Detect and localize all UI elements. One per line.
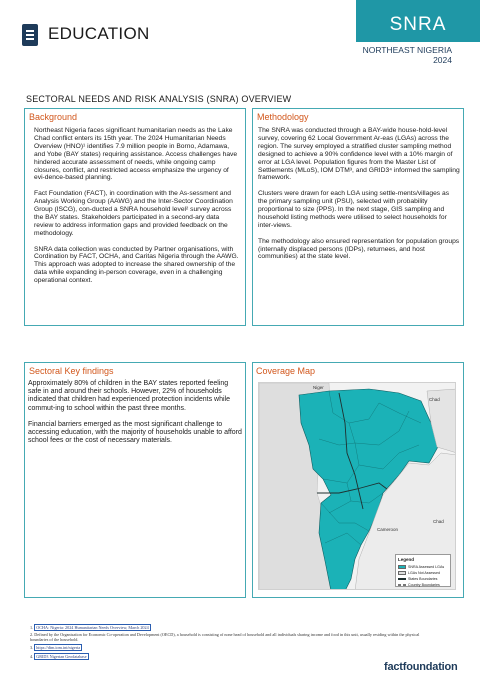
methodology-title: Methodology bbox=[257, 112, 309, 122]
background-paragraph: SNRA data collection was conducted by Partner organisations, with Cordination by FACT, OCHA, and Caritas Nigeria through the AAWG. This approach was adopted to increase the shared ownership of the data while expanding in-person coverage, even in a challenging operational context. bbox=[34, 245, 239, 285]
methodology-paragraph: Clusters were drawn for each LGA using settle-ments/villages as the primary sampling unit (PSU), selected with probability proportional to size (PPS). In the next stage, GIS sampling and household listing methods were utilised to select households for inter-views. bbox=[258, 190, 450, 229]
footnote: 4. GRID3 Nigerian Geodatabase bbox=[30, 653, 87, 659]
footnote-link[interactable]: https://dtm.iom.int/nigeria bbox=[36, 645, 81, 651]
sector-title: EDUCATION bbox=[48, 24, 150, 43]
map-legend bbox=[395, 554, 451, 587]
footnote-link[interactable]: OCHA: Nigeria: 2024 Humanitarian Needs Overview, March 2024 bbox=[36, 625, 149, 630]
legend-item: Country Boundaries bbox=[398, 582, 448, 588]
key-findings-text bbox=[28, 380, 242, 454]
footnote: 2. Defined by the Organisation for Economic Co-operation and Development (OECD), a household is consisting of none head of household and all individuals sharing income and food in this unit, usually residing within the physical boundaries of the household. bbox=[30, 632, 420, 643]
region-label bbox=[363, 45, 452, 65]
methodology-text bbox=[258, 127, 460, 269]
background-paragraph: Northeast Nigeria faces significant humanitarian needs as the Lake Chad conflict enters its 15th year. The 2024 Humanitarian Needs Overview (HNO)¹ identifies 7.9 million people in Borno, Adamawa, and Yobe (BAY states) requiring assistance. Access challenges have hindered accurate assessment of needs, while ongoing camp closures, conflict, and restricted access emphasize the urgency of evi-dence-based planning. bbox=[34, 127, 238, 182]
footnote: 1. OCHA: Nigeria: 2024 Humanitarian Needs Overview, March 2024 bbox=[30, 625, 149, 630]
methodology-paragraph: The SNRA was conducted through a BAY-wide house-hold-level survey, covering 62 Local Government Ar-eas (LGAs) across the region. The survey employed a stratified cluster sampling method designed to achieve a 90% confidence level with a 10% margin of error at LGA level. Population figures from the Master List of Settlements (MLoS), IOM DTM³, and GRID3⁴ informed the sampling framework. bbox=[258, 127, 460, 182]
page-header bbox=[0, 0, 480, 72]
footnotes bbox=[30, 624, 420, 661]
region-name: NORTHEAST NIGERIA bbox=[362, 45, 452, 55]
background-paragraph: Fact Foundation (FACT), in coordination with the As-sessment and Analysis Working Group (AAWG) and the Inter-Sector Coordination Group (ISCG), con-ducted a SNRA household level² survey across the BAY states. Stakeholders participated in a second-ary data review to address information gaps and provided feedback on the methodology. bbox=[34, 190, 233, 237]
coverage-map-title: Coverage Map bbox=[256, 366, 316, 376]
map-label-cameroon: Cameroon bbox=[377, 527, 399, 532]
key-findings-paragraph: Approximately 80% of children in the BAY states reported feeling safe in and around their schools. However, 22% of households indicated that children had experienced protection incidents while commut-ing to school within the past three months. bbox=[28, 380, 230, 412]
snra-badge: SNRA bbox=[356, 0, 480, 42]
legend-item: States Boundaries bbox=[398, 576, 448, 582]
key-findings-title: Sectoral Key findings bbox=[29, 366, 114, 376]
map-label-chad-south: Chad bbox=[433, 519, 444, 524]
footnote-link[interactable]: GRID3 Nigerian Geodatabase bbox=[36, 653, 87, 659]
background-text bbox=[34, 127, 240, 293]
key-findings-paragraph: Financial barriers emerged as the most significant challenge to accessing education, with the majority of households unable to afford school fees or the cost of necessary materials. bbox=[28, 421, 242, 445]
footnote: 3. https://dtm.iom.int/nigeria bbox=[30, 645, 81, 651]
overview-heading: SECTORAL NEEDS AND RISK ANALYSIS (SNRA) OVERVIEW bbox=[26, 94, 292, 104]
map-label-chad: Chad bbox=[429, 397, 440, 402]
legend-title: Legend bbox=[398, 557, 415, 562]
education-book-icon bbox=[22, 24, 38, 46]
factfoundation-logo: factfoundation bbox=[384, 661, 458, 673]
map-label-niger: Niger bbox=[313, 385, 324, 390]
legend-item: SNRA Assessed LGAs bbox=[398, 564, 448, 570]
legend-item: LGAs Not Assessed bbox=[398, 570, 448, 576]
report-year: 2024 bbox=[433, 55, 452, 65]
background-title: Background bbox=[29, 112, 78, 122]
methodology-paragraph: The methodology also ensured representation for population groups (internally displaced persons (IDPs), returnees, and host communities) at the state level. bbox=[258, 237, 460, 261]
